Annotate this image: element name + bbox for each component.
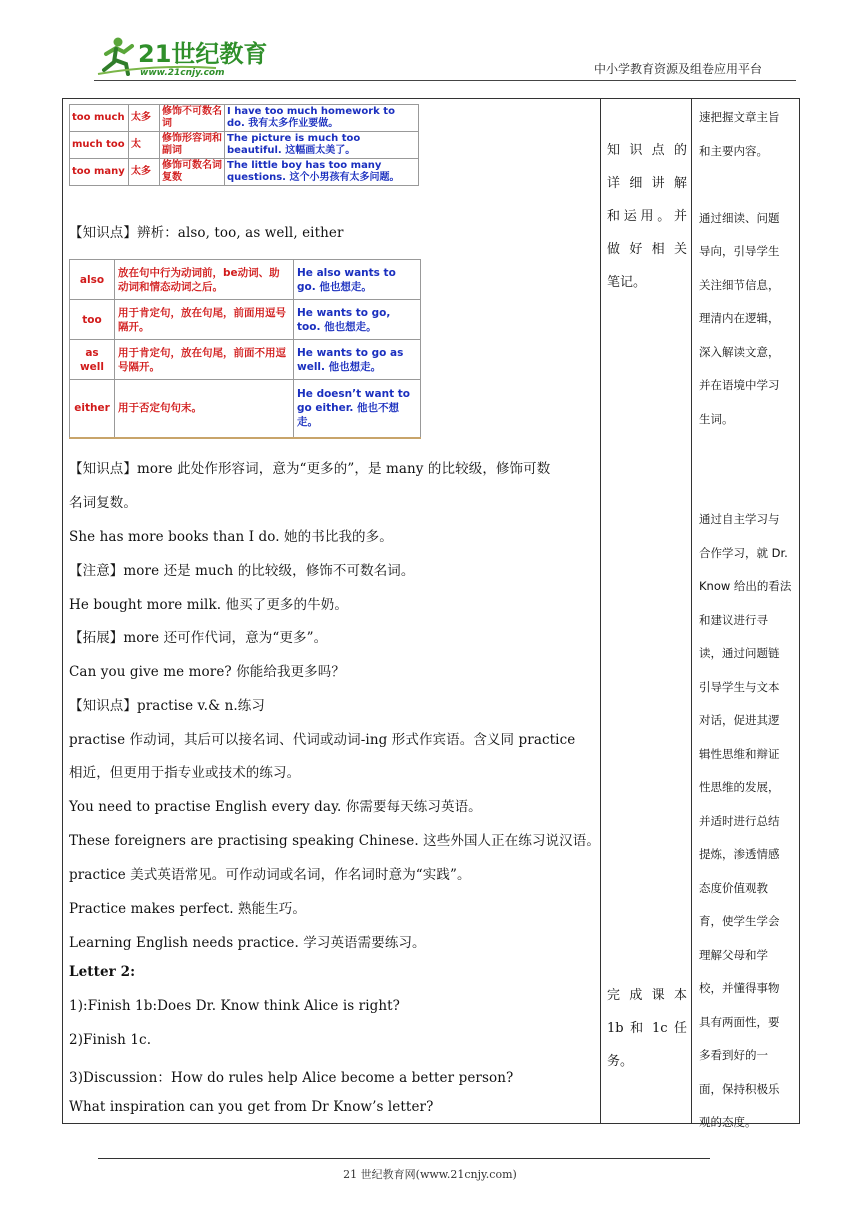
activity-line: 做好相关 bbox=[607, 242, 687, 257]
intent-line: 校，并懂得事物 bbox=[699, 981, 780, 995]
activity-line: 完成课本 bbox=[607, 988, 687, 1003]
use-cell: 用于否定句句末。 bbox=[115, 380, 294, 438]
table-row bbox=[70, 260, 421, 300]
use-cell: 用于肯定句，放在句尾，前面用逗号隔开。 bbox=[115, 300, 294, 340]
intent-line: 速把握文章主旨 bbox=[699, 110, 780, 124]
example-cell: He doesn’t want to go either. 他也不想走。 bbox=[294, 380, 421, 438]
text-line: What inspiration can you get from Dr Know’s letter? bbox=[69, 1099, 434, 1115]
text-line: These foreigners are practising speaking Chinese. 这些外国人正在练习说汉语。 bbox=[69, 833, 600, 849]
activity-line: 知识点的 bbox=[607, 143, 687, 158]
intent-line: 引导学生与文本 bbox=[699, 679, 780, 694]
intent-line: 并适时进行总结 bbox=[699, 813, 780, 828]
logo-icon bbox=[96, 34, 326, 78]
text-line: Practice makes perfect. 熟能生巧。 bbox=[69, 901, 307, 917]
cn-cell: 太多 bbox=[129, 159, 160, 186]
student-activity-top bbox=[607, 134, 687, 299]
example-cell: The picture is much too beautiful. 这幅画太美了。 bbox=[225, 132, 419, 159]
header-divider bbox=[94, 80, 796, 81]
logo-text: 21世纪教育 bbox=[138, 40, 268, 68]
text-line: He bought more milk. 他买了更多的牛奶。 bbox=[69, 597, 348, 613]
column-divider bbox=[691, 99, 692, 1123]
use-cell: 修饰可数名词复数 bbox=[160, 159, 225, 186]
table-row bbox=[70, 159, 419, 186]
cn-cell: 太多 bbox=[129, 105, 160, 132]
intent-line: 提炼，渗透情感 bbox=[699, 847, 780, 861]
activity-line: 务。 bbox=[607, 1054, 634, 1069]
text-line: 【注意】more 还是 much 的比较级，修饰不可数名词。 bbox=[69, 563, 415, 579]
table-row bbox=[70, 380, 421, 438]
text-line: Learning English needs practice. 学习英语需要练习。 bbox=[69, 935, 426, 951]
text-line: 【拓展】more 还可作代词，意为“更多”。 bbox=[69, 630, 328, 646]
intent-line: 理解父母和学 bbox=[699, 947, 768, 962]
term-cell: too bbox=[70, 300, 115, 340]
use-cell: 放在句中行为动词前，be动词、助动词和情态动词之后。 bbox=[115, 260, 294, 300]
intent-line: 通过自主学习与 bbox=[699, 512, 780, 526]
term-cell: much too bbox=[70, 132, 129, 159]
page-footer: 21 世纪教育网(www.21cnjy.com) bbox=[343, 1168, 517, 1181]
also-too-table bbox=[69, 259, 421, 439]
example-cell: He wants to go as well. 他也想走。 bbox=[294, 340, 421, 380]
text-line: 【知识点】more 此处作形容词，意为“更多的”，是 many 的比较级，修饰可数 bbox=[69, 461, 551, 477]
text-line: 相近，但更用于指专业或技术的练习。 bbox=[69, 765, 301, 781]
knowledge-point: 【知识点】辨析：also, too, as well, either bbox=[69, 225, 344, 241]
intent-line: 关注细节信息， bbox=[699, 277, 780, 292]
intent-line: 育，使学生学会 bbox=[699, 914, 780, 928]
intent-line: 辑性思维和辩证 bbox=[699, 746, 780, 761]
student-activity-bottom bbox=[607, 979, 687, 1078]
intent-line: 性思维的发展， bbox=[699, 780, 780, 794]
page-header bbox=[60, 34, 800, 82]
intent-line: 态度价值观教 bbox=[699, 880, 768, 895]
use-cell: 修饰不可数名词 bbox=[160, 105, 225, 132]
design-intent bbox=[699, 101, 793, 1140]
platform-title: 中小学教育资源及组卷应用平台 bbox=[593, 62, 762, 76]
example-cell: I have too much homework to do. 我有太多作业要做。 bbox=[225, 105, 419, 132]
intent-line bbox=[699, 168, 793, 202]
intent-line: 并在语境中学习 bbox=[699, 378, 780, 392]
footer-divider bbox=[98, 1158, 710, 1159]
text-line: You need to practise English every day. 你需要每天练习英语。 bbox=[69, 799, 482, 815]
intent-line: 合作学习，就 Dr. bbox=[699, 545, 788, 560]
table-row bbox=[70, 105, 419, 132]
lesson-table bbox=[62, 98, 800, 1129]
text-line: Can you give me more? 你能给我更多吗？ bbox=[69, 664, 345, 680]
example-cell: The little boy has too many questions. 这个小男孩有太多问题。 bbox=[225, 159, 419, 186]
term-cell: also bbox=[70, 260, 115, 300]
use-cell: 修饰形容词和副词 bbox=[160, 132, 225, 159]
intent-line: Know 给出的看法 bbox=[699, 579, 792, 593]
intent-line: 具有两面性，要 bbox=[699, 1014, 780, 1029]
too-much-table bbox=[69, 104, 419, 186]
text-line: practise 作动词，其后可以接名词、代词或动词-ing 形式作宾语。含义同 practice bbox=[69, 732, 576, 748]
term-cell: too many bbox=[70, 159, 129, 186]
intent-line bbox=[699, 470, 793, 504]
intent-line: 多看到好的一 bbox=[699, 1048, 768, 1062]
text-line: She has more books than I do. 她的书比我的多。 bbox=[69, 529, 393, 545]
text-line: 1):Finish 1b:Does Dr. Know think Alice is right? bbox=[69, 998, 401, 1014]
activity-line: 详细讲解 bbox=[607, 176, 687, 191]
intent-line: 和主要内容。 bbox=[699, 143, 768, 158]
term-cell: as well bbox=[70, 340, 115, 380]
use-cell: 用于肯定句，放在句尾，前面不用逗号隔开。 bbox=[115, 340, 294, 380]
table-row bbox=[70, 300, 421, 340]
intent-line: 生词。 bbox=[699, 411, 734, 426]
intent-line: 面，保持积极乐 bbox=[699, 1081, 780, 1096]
activity-line: 和运用。并 bbox=[607, 209, 687, 224]
text-line: 名词复数。 bbox=[69, 495, 137, 511]
text-line: 2)Finish 1c. bbox=[69, 1032, 152, 1048]
intent-line bbox=[699, 436, 793, 470]
term-cell: either bbox=[70, 380, 115, 438]
intent-line: 观的态度。 bbox=[699, 1115, 757, 1129]
table-row bbox=[70, 132, 419, 159]
example-cell: He wants to go, too. 他也想走。 bbox=[294, 300, 421, 340]
cn-cell: 太 bbox=[129, 132, 160, 159]
activity-line: 笔记。 bbox=[607, 275, 647, 290]
column-divider bbox=[600, 99, 601, 1123]
table-row bbox=[70, 340, 421, 380]
intent-line: 读，通过问题链 bbox=[699, 646, 780, 660]
example-cell: He also wants to go. 他也想走。 bbox=[294, 260, 421, 300]
activity-line: 1b 和 1c 任 bbox=[607, 1021, 687, 1036]
logo-url: www.21cnjy.com bbox=[140, 68, 225, 78]
intent-line: 和建议进行寻 bbox=[699, 612, 768, 627]
intent-line: 对话，促进其逻 bbox=[699, 713, 780, 727]
intent-line: 通过细读、问题 bbox=[699, 210, 780, 225]
intent-line: 导向，引导学生 bbox=[699, 244, 780, 258]
section-heading: Letter 2: bbox=[69, 964, 136, 980]
text-line: 3)Discussion：How do rules help Alice become a better person? bbox=[69, 1070, 514, 1086]
text-line: 【知识点】practise v.& n.练习 bbox=[69, 698, 265, 714]
intent-line: 深入解读文意， bbox=[699, 344, 780, 359]
term-cell: too much bbox=[70, 105, 129, 132]
intent-line: 理清内在逻辑， bbox=[699, 311, 780, 325]
text-line: practice 美式英语常见。可作动词或名词，作名词时意为“实践”。 bbox=[69, 867, 471, 883]
